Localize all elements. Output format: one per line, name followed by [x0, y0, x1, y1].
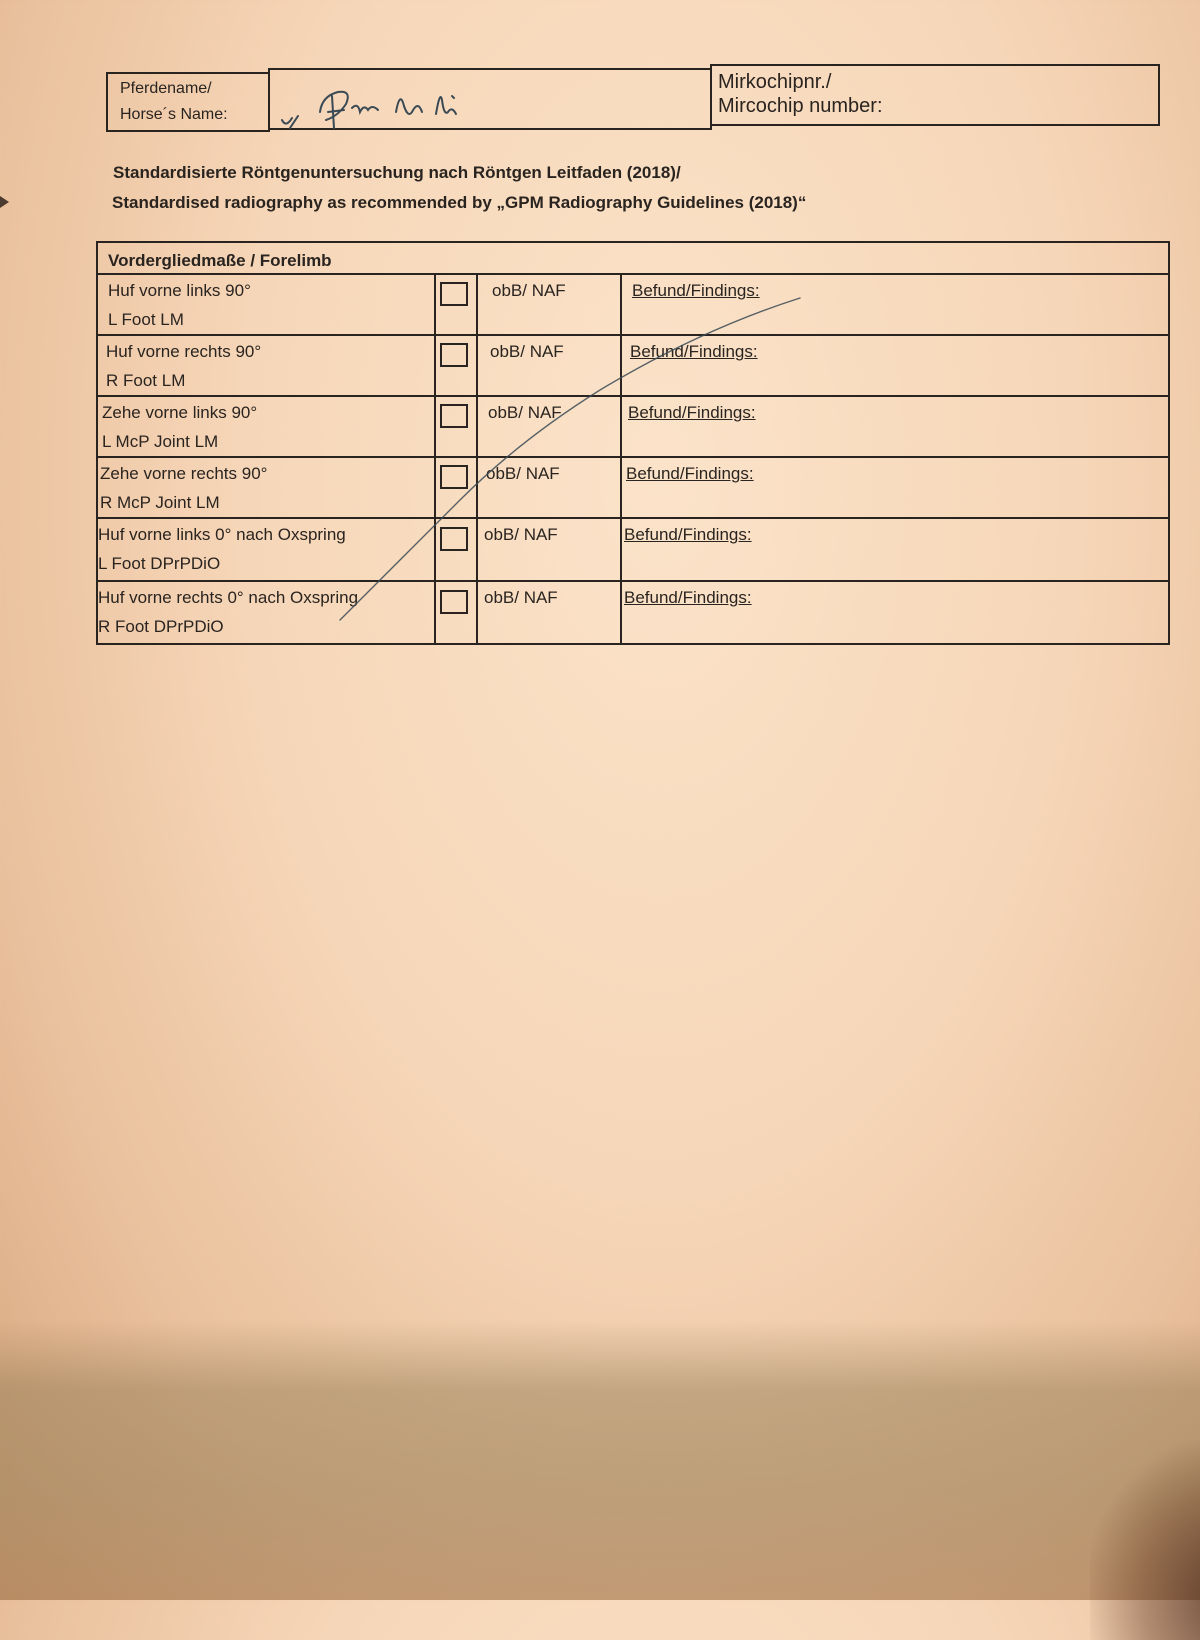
findings-label[interactable]: Befund/Findings: [628, 403, 756, 422]
naf-label: obB/ NAF [484, 525, 558, 544]
naf-label: obB/ NAF [484, 588, 558, 607]
title-line-en: Standardised radiography as recommended by „GPM Radiography Guidelines (2018)“ [112, 193, 807, 212]
view-name-en: R Foot LM [106, 371, 186, 390]
view-name-de: Huf vorne rechts 0° nach Oxspring [98, 588, 359, 607]
view-name-en: L McP Joint LM [102, 432, 219, 451]
microchip-label-de: Mirkochipnr./ [718, 71, 832, 93]
horse-name-label-en: Horse´s Name: [120, 106, 228, 123]
view-name-de: Zehe vorne links 90° [102, 403, 258, 422]
microchip-label-en: Mircochip number: [718, 95, 883, 117]
findings-label[interactable]: Befund/Findings: [630, 342, 758, 361]
horse-name-label-de: Pferdename/ [120, 80, 212, 97]
view-name-de: Huf vorne rechts 90° [106, 342, 262, 361]
findings-label[interactable]: Befund/Findings: [624, 588, 752, 607]
findings-label[interactable]: Befund/Findings: [626, 464, 754, 483]
view-name-de: Zehe vorne rechts 90° [100, 464, 268, 483]
view-name-en: R McP Joint LM [100, 493, 220, 512]
findings-label[interactable]: Befund/Findings: [624, 525, 752, 544]
naf-label: obB/ NAF [490, 342, 564, 361]
view-name-en: L Foot DPrPDiO [98, 554, 221, 573]
view-name-de: Huf vorne links 0° nach Oxspring [98, 525, 346, 544]
naf-label: obB/ NAF [486, 464, 560, 483]
title-line-de: Standardisierte Röntgenuntersuchung nach Röntgen Leitfaden (2018)/ [113, 163, 681, 182]
findings-label[interactable]: Befund/Findings: [632, 281, 760, 300]
view-name-en: R Foot DPrPDiO [98, 617, 224, 636]
naf-label: obB/ NAF [492, 281, 566, 300]
section-title: Vordergliedmaße / Forelimb [108, 251, 332, 270]
naf-label: obB/ NAF [488, 403, 562, 422]
view-name-de: Huf vorne links 90° [108, 281, 251, 300]
view-name-en: L Foot LM [108, 310, 184, 329]
